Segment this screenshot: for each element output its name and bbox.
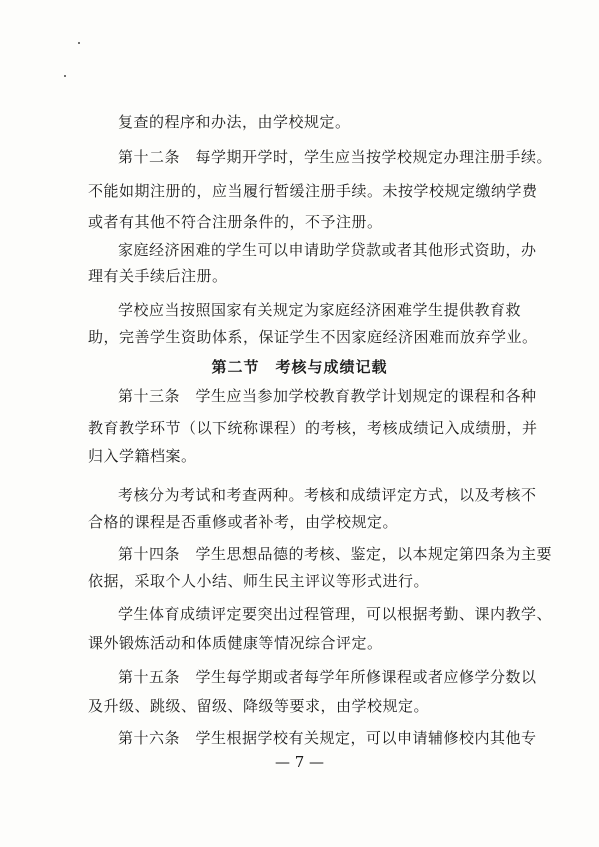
paragraph-line: 第十三条 学生应当参加学校教育教学计划规定的课程和各种 xyxy=(118,387,537,405)
paragraph-line: 教育教学环节（以下统称课程）的考核，考核成绩记入成绩册，并 xyxy=(88,419,538,437)
paragraph-line: 不能如期注册的，应当履行暂缓注册手续。未按学校规定缴纳学费 xyxy=(88,182,538,200)
scan-speck xyxy=(78,42,80,44)
page-number: — 7 — xyxy=(274,753,325,771)
paragraph-line: 课外锻炼活动和体质健康等情况综合评定。 xyxy=(88,634,383,652)
paragraph-line: 第十四条 学生思想品德的考核、鉴定，以本规定第四条为主要 xyxy=(118,545,553,563)
paragraph-line: 合格的课程是否重修或者补考，由学校规定。 xyxy=(88,513,399,531)
paragraph-line: 依据，采取个人小结、师生民主评议等形式进行。 xyxy=(88,572,430,590)
paragraph-line: 学生体育成绩评定要突出过程管理，可以根据考勤、课内教学、 xyxy=(118,605,553,623)
paragraph-line: 助，完善学生资助体系，保证学生不因家庭经济困难而放弃学业。 xyxy=(88,328,538,346)
scan-speck xyxy=(64,75,66,77)
paragraph-line: 第十五条 学生每学期或者每学年所修课程或者应修学分数以 xyxy=(118,668,537,686)
paragraph-line: 第十二条 每学期开学时，学生应当按学校规定办理注册手续。 xyxy=(118,148,553,166)
paragraph-line: 复查的程序和办法，由学校规定。 xyxy=(118,113,351,131)
paragraph-line: 学校应当按照国家有关规定为家庭经济困难学生提供教育救 xyxy=(118,301,522,319)
paragraph-line: 及升级、跳级、留级、降级等要求，由学校规定。 xyxy=(88,697,430,715)
paragraph-line: 理有关手续后注册。 xyxy=(88,267,228,285)
paragraph-line: 家庭经济困难的学生可以申请助学贷款或者其他形式资助，办 xyxy=(118,241,537,259)
paragraph-line: 或者有其他不符合注册条件的，不予注册。 xyxy=(88,213,383,231)
paragraph-line: 考核分为考试和考查两种。考核和成绩评定方式，以及考核不 xyxy=(118,486,537,504)
section-heading: 第二节 考核与成绩记载 xyxy=(211,358,388,376)
paragraph-line: 第十六条 学生根据学校有关规定，可以申请辅修校内其他专 xyxy=(118,729,537,747)
paragraph-line: 归入学籍档案。 xyxy=(88,447,197,465)
